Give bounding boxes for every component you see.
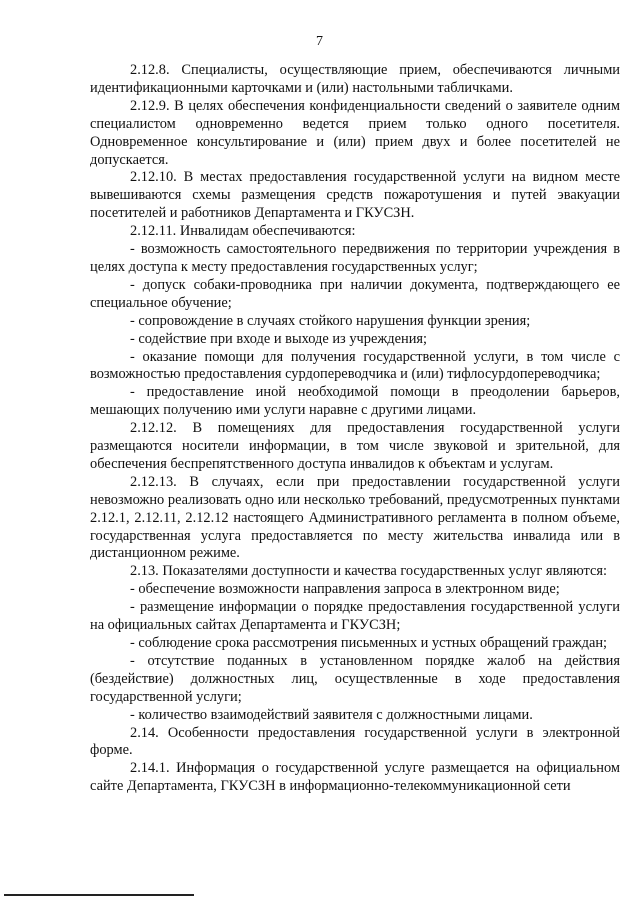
paragraph-2-14: 2.14. Особенности предоставления государственной услуги в электронной форме. bbox=[90, 724, 620, 759]
document-body bbox=[90, 62, 620, 796]
list-item: - предоставление иной необходимой помощи в преодолении барьеров, мешающих получению ими услуги наравне с другими лицами. bbox=[90, 384, 620, 419]
list-item: - содействие при входе и выходе из учреждения; bbox=[130, 330, 428, 347]
paragraph-2-14-1: 2.14.1. Информация о государственной услуге размещается на официальном сайте Департамента, ГКУСЗН в информационно-телекоммуникационной сети bbox=[90, 760, 620, 795]
list-item: - допуск собаки-проводника при наличии документа, подтверждающего ее специальное обучение; bbox=[90, 276, 620, 311]
list-item: - отсутствие поданных в установленном порядке жалоб на действия (бездействие) должностных лиц, осуществленные в ходе предоставления государственной услуги; bbox=[90, 652, 620, 705]
paragraph-2-12-8: 2.12.8. Специалисты, осуществляющие прием, обеспечиваются личными идентификационными карточками и (или) настольными табличками. bbox=[90, 62, 620, 96]
list-item: - количество взаимодействий заявителя с должностными лицами. bbox=[130, 706, 533, 723]
list-item: - оказание помощи для получения государственной услуги, в том числе с возможностью предоставления сурдопереводчика и (или) тифлосурдопереводчика; bbox=[90, 348, 620, 383]
list-item: - возможность самостоятельного передвижения по территории учреждения в целях доступа к месту предоставления государственных услуг; bbox=[90, 241, 620, 275]
scan-edge-line bbox=[4, 894, 194, 896]
list-item: - обеспечение возможности направления запроса в электронном виде; bbox=[130, 581, 560, 598]
paragraph-2-12-10: 2.12.10. В местах предоставления государственной услуги на видном месте вывешиваются схемы размещения средств пожаротушения и путей эвакуации посетителей и работников Департамента и ГКУСЗН. bbox=[90, 169, 620, 222]
page-number: 7 bbox=[316, 34, 323, 49]
paragraph-2-12-11: 2.12.11. Инвалидам обеспечиваются: bbox=[130, 223, 356, 240]
paragraph-2-12-12: 2.12.12. В помещениях для предоставления государственной услуги размещаются носители информации, в том числе звуковой и зрительной, для обеспечения беспрепятственного доступа инвалидов к объектам и услугам. bbox=[90, 420, 620, 472]
list-item: - соблюдение срока рассмотрения письменных и устных обращений граждан; bbox=[130, 635, 608, 651]
paragraph-2-12-13: 2.12.13. В случаях, если при предоставлении государственной услуги невозможно реализовать одно или несколько требований, предусмотренных пунктами 2.12.1, 2.12.11, 2.12.12 настоящего Административного регламента в полном объеме, государственная услуга предоставляется по месту жительства инвалида или в дистанционном режиме. bbox=[90, 473, 620, 562]
list-item: - размещение информации о порядке предоставления государственной услуги на официальных сайтах Департамента и ГКУСЗН; bbox=[90, 599, 620, 634]
list-item: - сопровождение в случаях стойкого нарушения функции зрения; bbox=[130, 312, 531, 329]
paragraph-2-12-9: 2.12.9. В целях обеспечения конфиденциальности сведений о заявителе одним специалистом одновременно ведется прием только одного посетителя. Одновременное консультирование и (или) прием двух и более посетителей не допускается. bbox=[90, 97, 620, 168]
paragraph-2-13: 2.13. Показателями доступности и качества государственных услуг являются: bbox=[130, 563, 607, 580]
